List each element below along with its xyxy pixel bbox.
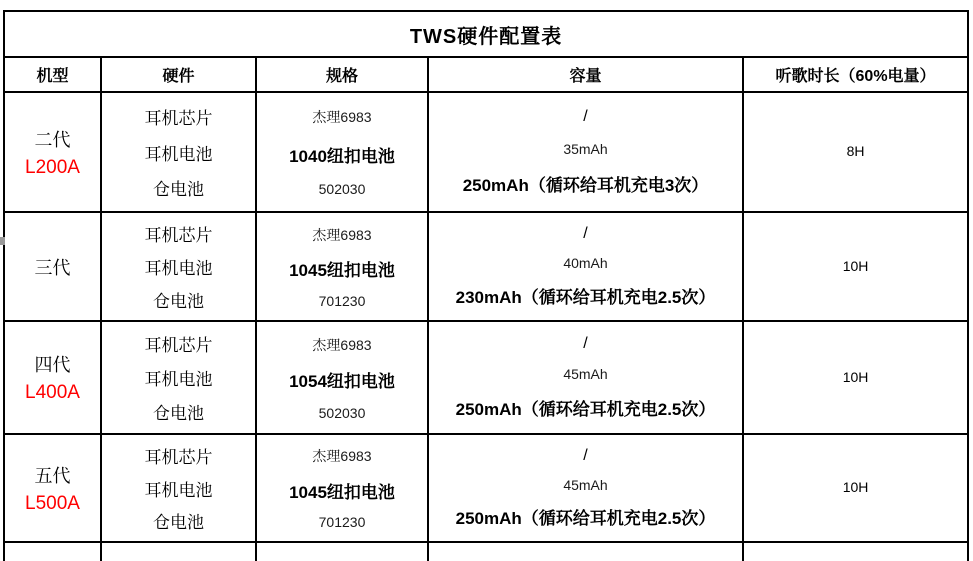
spec-cell xyxy=(256,321,428,434)
border-drag-handle-artifact xyxy=(0,237,5,245)
duration-value: 10H xyxy=(842,368,869,385)
spec-item: 杰理6983 xyxy=(312,109,372,126)
duration-value: 10H xyxy=(842,257,869,274)
hardware-item: 耳机电池 xyxy=(144,144,213,164)
table-title: TWS硬件配置表 xyxy=(409,25,563,48)
capacity-item: 230mAh（循环给耳机充电2.5次） xyxy=(455,288,716,307)
capacity-cell xyxy=(428,434,743,542)
model-code: L500A xyxy=(25,492,80,514)
capacity-item: 250mAh（循环给耳机充电3次） xyxy=(462,176,709,196)
duration-cell xyxy=(743,542,968,561)
capacity-item: 45mAh xyxy=(563,476,608,493)
capacity-cell xyxy=(428,212,743,321)
spec-item: 杰理6983 xyxy=(312,448,372,465)
capacity-cell xyxy=(428,321,743,434)
duration-value: 8H xyxy=(846,143,865,159)
spec-cell xyxy=(256,212,428,321)
hardware-item: 耳机芯片 xyxy=(144,447,213,467)
model-generation: 二代 xyxy=(34,129,71,150)
header-capacity: 容量 xyxy=(428,57,743,92)
spec-item: 502030 xyxy=(318,404,366,421)
capacity-item: / xyxy=(583,225,588,242)
hardware-item: 仓电池 xyxy=(153,404,204,423)
duration-cell xyxy=(743,92,968,212)
hardware-cell xyxy=(101,434,256,542)
spec-item: 701230 xyxy=(318,292,366,309)
model-generation: 五代 xyxy=(34,465,71,486)
hardware-item: 仓电池 xyxy=(153,180,204,200)
model-cell xyxy=(4,542,101,561)
model-cell xyxy=(4,92,101,212)
capacity-item: 250mAh（循环给耳机充电2.5次） xyxy=(455,400,716,419)
duration-value: 10H xyxy=(842,479,869,495)
capacity-item: 45mAh xyxy=(563,366,608,382)
capacity-item: 35mAh xyxy=(563,140,608,157)
spec-cell xyxy=(256,542,428,561)
hardware-cell xyxy=(101,212,256,321)
header-duration: 听歌时长（60%电量） xyxy=(743,57,968,92)
hardware-item: 仓电池 xyxy=(153,292,204,311)
spec-item: 1045纽扣电池 xyxy=(289,482,395,502)
capacity-item: 250mAh（循环给耳机充电2.5次） xyxy=(455,509,716,529)
title-row xyxy=(4,11,968,57)
table-title-cell xyxy=(4,11,968,57)
table-row xyxy=(4,212,968,321)
capacity-item: / xyxy=(583,335,588,352)
spec-item: 1045纽扣电池 xyxy=(289,261,395,280)
hardware-item: 仓电池 xyxy=(153,513,204,533)
model-code: L400A xyxy=(25,382,80,403)
hardware-item: 耳机电池 xyxy=(144,370,213,389)
spec-cell xyxy=(256,92,428,212)
spec-item: 1040纽扣电池 xyxy=(289,146,395,166)
header-model: 机型 xyxy=(4,57,101,92)
spec-item: 杰理6983 xyxy=(312,336,372,353)
header-spec: 规格 xyxy=(256,57,428,92)
header-hardware: 硬件 xyxy=(101,57,256,92)
model-cell xyxy=(4,212,101,321)
capacity-cell xyxy=(428,542,743,561)
spec-cell xyxy=(256,434,428,542)
tws-config-table xyxy=(3,10,969,561)
hardware-item: 耳机电池 xyxy=(144,259,213,278)
hardware-item: 耳机芯片 xyxy=(144,108,213,128)
spec-item: 1054纽扣电池 xyxy=(289,372,395,391)
header-row xyxy=(4,57,968,92)
duration-cell xyxy=(743,212,968,321)
hardware-item: 耳机电池 xyxy=(144,480,213,500)
hardware-cell xyxy=(101,542,256,561)
table-row xyxy=(4,434,968,542)
hardware-item: 耳机芯片 xyxy=(144,226,213,245)
model-cell xyxy=(4,321,101,434)
spec-item: 杰理6983 xyxy=(312,226,372,243)
model-cell xyxy=(4,434,101,542)
hardware-item: 耳机芯片 xyxy=(144,336,213,355)
capacity-item: / xyxy=(583,446,588,464)
hardware-cell xyxy=(101,92,256,212)
duration-cell xyxy=(743,434,968,542)
model-generation: 三代 xyxy=(34,257,71,278)
capacity-item: 40mAh xyxy=(563,255,608,271)
table-row xyxy=(4,321,968,434)
table-row-partial xyxy=(4,542,968,561)
model-generation: 四代 xyxy=(34,355,71,375)
hardware-cell xyxy=(101,321,256,434)
duration-cell xyxy=(743,321,968,434)
table-row xyxy=(4,92,968,212)
spec-item: 701230 xyxy=(318,513,366,530)
model-code: L200A xyxy=(25,156,80,178)
spec-item: 502030 xyxy=(318,180,366,197)
capacity-item: / xyxy=(583,107,588,125)
capacity-cell xyxy=(428,92,743,212)
